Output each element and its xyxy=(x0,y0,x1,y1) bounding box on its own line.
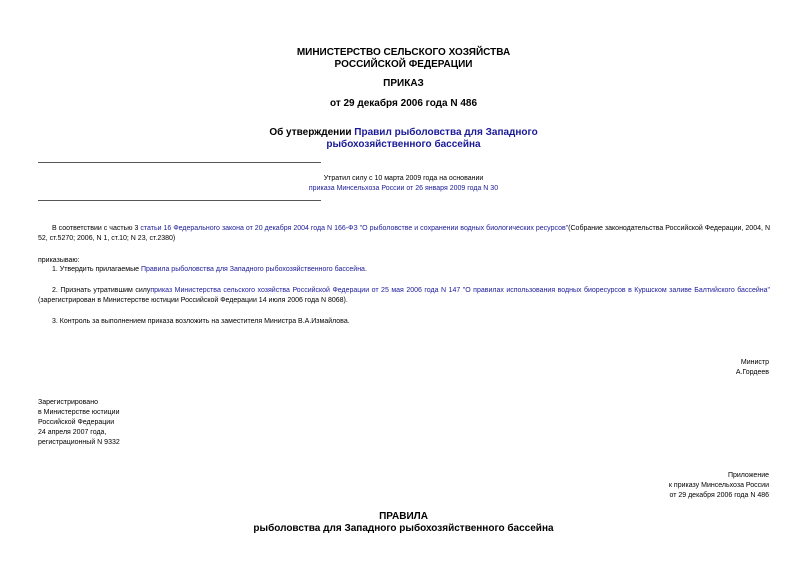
order-subject xyxy=(0,127,807,151)
registration-line-5: регистрационный N 9332 xyxy=(38,439,120,446)
registration-line-4: 24 апреля 2007 года, xyxy=(38,429,107,436)
ministry-line-1: МИНИСТЕРСТВО СЕЛЬСКОГО ХОЗЯЙСТВА xyxy=(296,47,511,58)
subject-link-2[interactable]: рыбохозяйственного бассейна xyxy=(326,139,481,150)
preamble-text-a: В соответствии с частью 3 xyxy=(52,225,141,232)
divider-top xyxy=(38,162,321,163)
status-repeal-link[interactable]: приказа Минсельхоза России от 26 января 2009 года N 30 xyxy=(308,185,499,192)
ministry-line-2: РОССИЙСКОЙ ФЕДЕРАЦИИ xyxy=(334,59,473,70)
signature-title: Министр xyxy=(740,359,769,366)
order-date: от 29 декабря 2006 года N 486 xyxy=(329,98,478,109)
subject-link-1[interactable]: Правил рыболовства для Западного xyxy=(354,127,538,138)
appendix-line-1: Приложение xyxy=(727,472,769,479)
order-item-2 xyxy=(38,286,770,306)
order-word: приказываю: xyxy=(38,257,80,264)
registration-line-2: в Министерстве юстиции xyxy=(38,409,120,416)
item1-text-a: 1. Утвердить прилагаемые xyxy=(52,266,141,273)
appendix-line-3: от 29 декабря 2006 года N 486 xyxy=(669,492,769,499)
signature-name: А.Гордеев xyxy=(735,369,769,376)
preamble-text-b: (Собрание законодательства Российской Федерации, 2004, N 52, ст.5270; 2006, N 1, ст.10; N 23, ст.2380) xyxy=(38,225,770,242)
signature-block xyxy=(736,358,769,378)
registration-block xyxy=(38,398,120,448)
status-line-1: Утратил силу с 10 марта 2009 года на основании xyxy=(323,175,484,182)
subject-prefix: Об утверждении xyxy=(269,127,355,138)
appendix-line-2: к приказу Минсельхоза России xyxy=(668,482,769,489)
preamble-paragraph xyxy=(38,224,770,244)
rules-title xyxy=(0,511,807,535)
rules-title-line-1: ПРАВИЛА xyxy=(379,511,428,522)
divider-bottom xyxy=(38,200,321,201)
appendix-block xyxy=(669,471,769,501)
registration-line-3: Российской Федерации xyxy=(38,419,115,426)
status-note xyxy=(0,174,807,194)
registration-line-1: Зарегистрировано xyxy=(38,399,98,406)
rules-title-line-2: рыболовства для Западного рыбохозяйственного бассейна xyxy=(253,523,554,534)
item2-text-a: 2. Признать утратившим силу xyxy=(52,287,151,294)
order-item-1 xyxy=(38,265,770,275)
item2-text-b: (зарегистрирован в Министерстве юстиции Российской Федерации 14 июля 2006 года N 8068). xyxy=(38,297,348,304)
law-link[interactable]: статьи 16 Федерального закона от 20 декабря 2004 года N 166-ФЗ "О рыболовстве и сохранении водных биологических ресурсов" xyxy=(140,225,569,232)
ministry-title xyxy=(0,47,807,71)
order-item-3: 3. Контроль за выполнением приказа возложить на заместителя Министра В.А.Измайлова. xyxy=(52,318,350,325)
doc-type: ПРИКАЗ xyxy=(383,78,424,89)
repealed-order-link[interactable]: приказ Министерства сельского хозяйства Российской Федерации от 25 мая 2006 года N 147 "О правилах использования водных биоресурсов в Куршском заливе Балтийского бассейна" xyxy=(150,287,770,294)
item1-text-b: . xyxy=(364,266,367,273)
rules-link[interactable]: Правила рыболовства для Западного рыбохозяйственного бассейна xyxy=(140,266,365,273)
